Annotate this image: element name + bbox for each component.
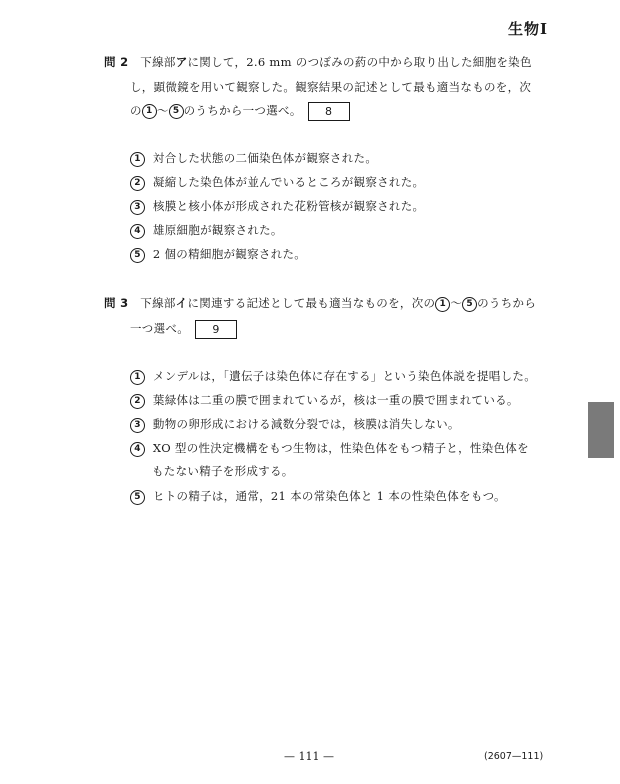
q2-label: 問 2: [104, 55, 129, 69]
q2-stem-line1: 問 2 下線部アに関して，2.6 mm のつぼみの葯の中から取り出した細胞を染色: [104, 55, 532, 69]
q2-option[interactable]: [130, 246, 306, 263]
option-number-marker: 5: [130, 490, 145, 505]
q2-stem-line2: し，顕微鏡を用いて観察した。観察結果の記述として最も適当なものを，次: [130, 80, 532, 94]
answer-box-8[interactable]: 8: [308, 102, 350, 121]
option-text: 凝縮した染色体が並んでいるところが観察された。: [152, 175, 425, 189]
option-number-marker: 4: [130, 442, 145, 457]
q3-option-continuation: もたない精子を形成する。: [152, 464, 294, 478]
option-text: XO 型の性決定機構をもつ生物は，性染色体をもつ精子と，性染色体を: [152, 441, 529, 455]
range-start-marker: 1: [435, 297, 450, 312]
q3-label: 問 3: [104, 296, 129, 310]
option-text: 動物の卵形成における減数分裂では，核膜は消失しない。: [152, 417, 460, 431]
option-number-marker: 3: [130, 418, 145, 433]
q3-option[interactable]: [130, 392, 519, 409]
q3-option[interactable]: [130, 440, 529, 457]
q3-stem-line1: 問 3 下線部イに関連する記述として最も適当なものを，次の 1 ～ 5 のうちから: [104, 296, 537, 310]
document-code: (2607—111): [484, 751, 544, 762]
answer-box-9[interactable]: 9: [195, 320, 237, 339]
subject-title: 生物Ⅰ: [507, 20, 548, 38]
option-number-marker: 3: [130, 200, 145, 215]
q2-option[interactable]: [130, 174, 424, 191]
q3-option[interactable]: [130, 368, 536, 385]
option-text: ヒトの精子は，通常，21 本の常染色体と 1 本の性染色体をもつ。: [152, 489, 506, 503]
range-end-marker: 5: [462, 297, 477, 312]
page-number: — 111 —: [284, 750, 334, 763]
range-start-marker: 1: [142, 104, 157, 119]
q2-option[interactable]: [130, 150, 377, 167]
option-number-marker: 4: [130, 224, 145, 239]
option-text: 葉緑体は二重の膜で囲まれているが，核は一重の膜で囲まれている。: [152, 393, 519, 407]
option-text: 核膜と核小体が形成された花粉管核が観察された。: [152, 199, 425, 213]
underline-mark-a: ア: [175, 55, 188, 69]
q2-option[interactable]: [130, 198, 424, 215]
option-number-marker: 2: [130, 176, 145, 191]
section-index-tab: [588, 402, 614, 458]
range-end-marker: 5: [169, 104, 184, 119]
q3-option[interactable]: [130, 488, 506, 505]
q3-stem-line2: 一つ選べ。 9: [130, 320, 237, 339]
option-number-marker: 2: [130, 394, 145, 409]
option-text: 2 個の精細胞が観察された。: [152, 247, 307, 261]
option-text: 雄原細胞が観察された。: [152, 223, 283, 237]
option-number-marker: 1: [130, 152, 145, 167]
q2-option[interactable]: [130, 222, 283, 239]
option-text: メンデルは，「遺伝子は染色体に存在する」という染色体説を提唱した。: [152, 369, 536, 383]
option-number-marker: 5: [130, 248, 145, 263]
option-text: 対合した状態の二価染色体が観察された。: [152, 151, 378, 165]
option-number-marker: 1: [130, 370, 145, 385]
underline-mark-i: イ: [175, 296, 188, 310]
q3-option[interactable]: [130, 416, 460, 433]
q2-stem-line3: の 1 ～ 5 のうちから一つ選べ。 8: [130, 102, 350, 121]
